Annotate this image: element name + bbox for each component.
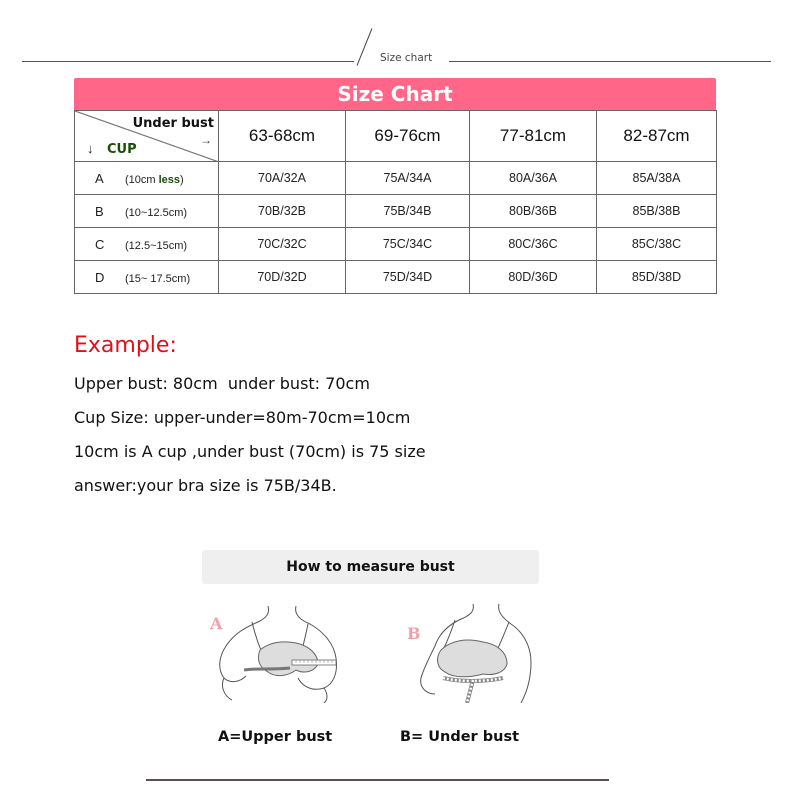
size-cell: 85A/38A: [597, 162, 717, 195]
size-chart-title: Size Chart: [74, 78, 716, 110]
bra-measure-upper-icon: [200, 598, 350, 703]
arrow-right-icon: →: [200, 133, 212, 147]
column-header: 77-81cm: [470, 111, 597, 162]
table-row: [75, 195, 717, 228]
size-cell: 80C/36C: [470, 228, 597, 261]
table-row: [75, 162, 717, 195]
cup-range: (10~12.5cm): [125, 206, 188, 219]
cup-letter: B: [95, 203, 104, 219]
column-header: 63-68cm: [219, 111, 346, 162]
heading-rule-left: [22, 61, 354, 62]
cup-range-suffix: ): [180, 173, 184, 186]
table-row: [75, 261, 717, 294]
heading-rule-right: [449, 61, 771, 62]
example-line: answer:your bra size is 75B/34B.: [74, 476, 337, 495]
size-cell: 80A/36A: [470, 162, 597, 195]
cup-range-text: (10cm: [125, 173, 159, 186]
size-cell: 85B/38B: [597, 195, 717, 228]
size-cell: 70A/32A: [219, 162, 346, 195]
caption-upper-bust: A=Upper bust: [218, 729, 333, 745]
size-cell: 75B/34B: [346, 195, 470, 228]
cup-cell: [75, 228, 219, 261]
under-bust-label: Under bust: [132, 116, 214, 131]
cup-letter: A: [95, 170, 104, 186]
example-section: [74, 333, 426, 503]
cup-range: [125, 174, 184, 186]
cup-range: (12.5~15cm): [125, 239, 188, 252]
size-cell: 70D/32D: [219, 261, 346, 294]
size-cell: 75D/34D: [346, 261, 470, 294]
example-title: Example:: [74, 333, 177, 358]
corner-cell: [75, 111, 219, 162]
cup-label: CUP: [107, 142, 137, 157]
size-table: [74, 110, 717, 294]
measure-title-box: How to measure bust: [202, 550, 539, 584]
size-cell: 85C/38C: [597, 228, 717, 261]
size-chart: [74, 78, 716, 294]
cup-range-emphasis: less: [158, 173, 181, 186]
arrow-down-icon: ↓: [87, 141, 94, 156]
size-cell: 75A/34A: [346, 162, 470, 195]
example-line: 10cm is A cup ,under bust (70cm) is 75 size: [74, 442, 426, 461]
figure-a-letter: A: [210, 614, 223, 633]
table-row: [75, 228, 717, 261]
column-header: 69-76cm: [346, 111, 470, 162]
table-header-row: [75, 111, 717, 162]
size-cell: 80B/36B: [470, 195, 597, 228]
footer-rule: [146, 779, 609, 781]
upper-bust-illustration: [200, 598, 350, 703]
cup-range: (15~ 17.5cm): [125, 272, 191, 285]
cup-cell: [75, 195, 219, 228]
under-bust-illustration: [395, 598, 545, 703]
heading-title: Size chart: [380, 52, 433, 64]
size-cell: 80D/36D: [470, 261, 597, 294]
figure-b-letter: B: [407, 624, 421, 643]
example-line: Cup Size: upper-under=80m-70cm=10cm: [74, 408, 411, 427]
cup-cell: [75, 162, 219, 195]
column-header: 82-87cm: [597, 111, 717, 162]
example-line: Upper bust: 80cm under bust: 70cm: [74, 374, 370, 393]
size-cell: 70C/32C: [219, 228, 346, 261]
cup-letter: D: [95, 269, 105, 285]
caption-under-bust: B= Under bust: [400, 729, 520, 745]
cup-letter: C: [95, 236, 105, 252]
size-cell: 75C/34C: [346, 228, 470, 261]
cup-cell: [75, 261, 219, 294]
heading-slash: [357, 28, 373, 65]
bra-measure-under-icon: [395, 598, 545, 703]
size-cell: 85D/38D: [597, 261, 717, 294]
size-cell: 70B/32B: [219, 195, 346, 228]
